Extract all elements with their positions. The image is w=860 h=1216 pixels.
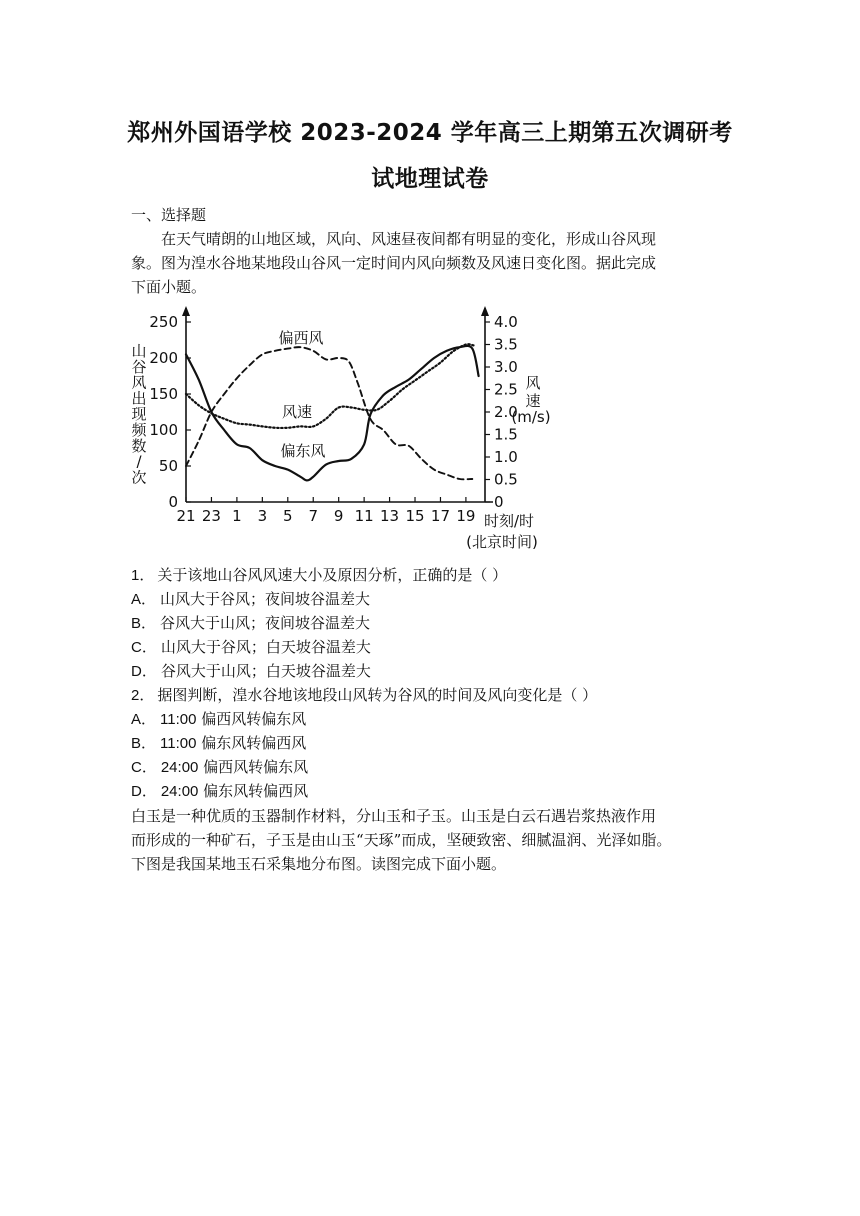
question-2 xyxy=(131,684,597,705)
left-axis-label: 出 xyxy=(131,389,147,408)
x-tick-label: 5 xyxy=(283,507,293,525)
right-tick-label: 1.5 xyxy=(494,425,518,444)
question-1 xyxy=(131,564,507,585)
right-axis-label: 风 xyxy=(525,374,541,392)
option-text: 偏西风转偏东风 xyxy=(201,710,307,728)
left-axis-label: 风 xyxy=(131,373,147,392)
option-a[interactable] xyxy=(131,588,370,609)
option-text: 谷风大于山风；夜间坡谷温差大 xyxy=(160,614,371,632)
left-axis-label: 山 xyxy=(131,342,147,360)
right-tick-label: 3.5 xyxy=(494,335,518,354)
left-tick-label: 0 xyxy=(168,493,178,511)
intro2-line: 而形成的一种矿石，子玉是由山玉“天琢”而成，坚硬致密、细腻温润、光泽如脂。 xyxy=(131,831,672,849)
question-number: 1． xyxy=(131,567,155,584)
right-tick-label: 0.5 xyxy=(494,470,518,489)
option-text: 偏西风转偏东风 xyxy=(203,758,309,776)
x-tick-label: 23 xyxy=(201,507,221,525)
right-tick-label: 2.5 xyxy=(494,380,518,399)
option-time: 11:00 xyxy=(160,735,197,752)
right-tick-label: 0 xyxy=(494,493,504,511)
option-a[interactable] xyxy=(131,708,306,729)
option-text: 谷风大于山风；白天坡谷温差大 xyxy=(160,662,371,680)
option-b[interactable] xyxy=(131,612,370,633)
left-axis-arrow xyxy=(182,306,190,316)
left-axis-label: 数 xyxy=(131,436,147,455)
option-c[interactable] xyxy=(131,636,371,657)
x-tick-label: 7 xyxy=(308,507,319,525)
option-label: D． xyxy=(131,783,157,800)
option-time: 24:00 xyxy=(160,759,199,776)
option-d[interactable] xyxy=(131,780,308,801)
x-tick-label: 15 xyxy=(405,507,425,525)
question-text: 关于该地山谷风风速大小及原因分析，正确的是（ ） xyxy=(157,566,508,584)
left-axis-label: 谷 xyxy=(131,357,147,376)
question-text: 据图判断，湟水谷地该地段山风转为谷风的时间及风向变化是（ ） xyxy=(157,686,598,704)
intro1-line: 象。图为湟水谷地某地段山谷风一定时间内风向频数及风速日变化图。据此完成 xyxy=(131,254,657,272)
intro2-line: 下图是我国某地玉石采集地分布图。读图完成下面小题。 xyxy=(131,855,507,873)
option-label: A． xyxy=(131,591,157,608)
left-axis-label: 现 xyxy=(131,405,147,424)
series-label: 偏东风 xyxy=(280,442,326,460)
option-label: D． xyxy=(131,663,157,680)
intro2-line: 白玉是一种优质的玉器制作材料，分山玉和子玉。山玉是白云石遇岩浆热液作用 xyxy=(131,807,657,825)
right-axis-unit: (m/s) xyxy=(511,408,551,426)
x-tick-label: 9 xyxy=(333,507,344,525)
right-tick-label: 3.0 xyxy=(494,358,518,376)
valley-wind-chart xyxy=(125,300,565,560)
x-tick-label: 11 xyxy=(354,507,374,525)
right-tick-label: 1.0 xyxy=(494,448,518,466)
left-tick-label: 250 xyxy=(149,313,178,331)
exam-title-line1: 郑州外国语学校 2023-2024 学年高三上期第五次调研考 xyxy=(127,120,733,146)
option-b[interactable] xyxy=(131,732,306,753)
right-tick-label: 2.0 xyxy=(494,403,518,421)
x-tick-label: 17 xyxy=(430,507,451,525)
option-label: B． xyxy=(131,735,157,752)
x-axis-label: 时刻/时 xyxy=(483,512,535,530)
x-axis-sublabel: (北京时间) xyxy=(466,533,538,551)
intro1-line: 在天气晴朗的山地区域，风向、风速昼夜间都有明显的变化，形成山谷风现 xyxy=(161,230,657,248)
right-axis-arrow xyxy=(481,306,489,316)
question-number: 2． xyxy=(131,687,155,704)
x-tick-label: 21 xyxy=(176,507,196,525)
x-tick-label: 13 xyxy=(380,507,400,525)
left-tick-label: 50 xyxy=(158,457,178,475)
left-axis-label: 频 xyxy=(131,421,147,439)
option-label: C． xyxy=(131,639,157,656)
series-line-偏西风 xyxy=(186,347,472,479)
option-label: B． xyxy=(131,615,157,632)
right-tick-label: 4.0 xyxy=(494,313,518,331)
option-time: 24:00 xyxy=(160,783,199,800)
option-time: 11:00 xyxy=(160,711,197,728)
option-text: 偏东风转偏西风 xyxy=(203,782,309,800)
left-tick-label: 150 xyxy=(149,385,178,403)
series-label: 风速 xyxy=(281,403,313,421)
section-heading: 一、选择题 xyxy=(131,206,207,224)
exam-title-line2: 试地理试卷 xyxy=(371,166,489,192)
option-text: 山风大于谷风；夜间坡谷温差大 xyxy=(160,590,371,608)
right-axis-label: 速 xyxy=(525,392,541,410)
option-c[interactable] xyxy=(131,756,308,777)
left-tick-label: 200 xyxy=(149,349,178,367)
left-axis-label: / xyxy=(136,452,142,471)
series-label: 偏西风 xyxy=(278,329,324,347)
x-tick-label: 3 xyxy=(257,507,268,525)
x-tick-label: 1 xyxy=(232,507,242,525)
x-tick-label: 19 xyxy=(456,507,476,525)
option-label: A． xyxy=(131,711,157,728)
left-axis-label: 次 xyxy=(131,468,147,487)
option-d[interactable] xyxy=(131,660,371,681)
option-text: 山风大于谷风；白天坡谷温差大 xyxy=(160,638,371,656)
option-text: 偏东风转偏西风 xyxy=(201,734,307,752)
left-tick-label: 100 xyxy=(149,421,178,439)
option-label: C． xyxy=(131,759,157,776)
intro1-line: 下面小题。 xyxy=(131,278,207,296)
